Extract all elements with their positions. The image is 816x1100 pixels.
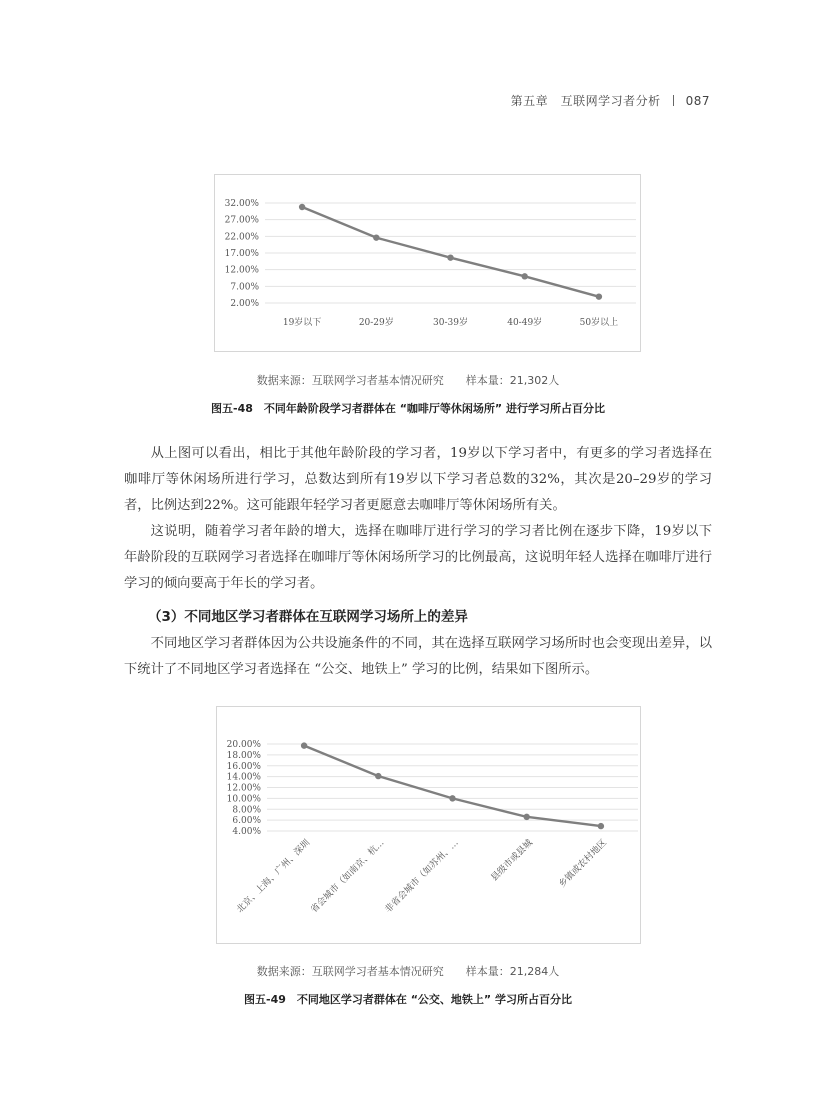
header-divider (673, 95, 674, 106)
x-tick-label: 40-49岁 (507, 318, 543, 328)
running-head (511, 92, 710, 109)
data-point (375, 773, 381, 779)
y-tick-label: 18.00% (226, 750, 261, 761)
region-line-chart (217, 707, 640, 943)
figure48-source-line (0, 372, 816, 388)
paragraph: 从上图可以看出，相比于其他年龄阶段的学习者，19岁以下学习者中，有更多的学习者选择在咖啡厅等休闲场所进行学习，总数达到所有19岁以下学习者总数的32%，其次是20–29岁的学习者，比例达到22%。这可能跟年轻学习者更愿意去咖啡厅等休闲场所有关。 (124, 446, 712, 513)
x-tick-label: 30-39岁 (433, 318, 468, 328)
series-line (304, 746, 601, 826)
figure49-source-line (0, 963, 816, 979)
series-line (302, 207, 599, 297)
y-tick-label: 12.00% (224, 265, 259, 276)
y-tick-label: 32.00% (224, 199, 259, 209)
data-point (447, 254, 453, 260)
y-tick-label: 20.00% (226, 740, 261, 750)
x-tick-label: 县级市或县城 (489, 838, 535, 884)
figure48-sample: 样本量：21,302人 (465, 374, 560, 387)
body-text-block-1 (124, 441, 712, 597)
y-tick-label: 8.00% (232, 805, 261, 816)
x-tick-label: 乡镇或农村地区 (557, 838, 610, 890)
age-line-chart (215, 175, 640, 351)
y-tick-label: 2.00% (230, 299, 259, 309)
x-tick-label: 非省会城市（如苏州、… (383, 838, 461, 916)
figure49-source: 数据来源：互联网学习者基本情况研究 (256, 965, 444, 978)
data-point (596, 293, 602, 299)
y-tick-label: 4.00% (232, 827, 261, 837)
figure49-caption: 图五-49 不同地区学习者群体在 “公交、地铁上” 学习所占百分比 (244, 993, 572, 1006)
y-tick-label: 16.00% (226, 761, 261, 772)
data-point (449, 795, 455, 801)
figure49-sample: 样本量：21,284人 (465, 965, 560, 978)
age-chart (214, 174, 641, 352)
x-tick-label: 北京、上海、广州、深圳 (235, 838, 313, 916)
data-point (373, 234, 379, 240)
figure48-source: 数据来源：互联网学习者基本情况研究 (256, 374, 444, 387)
data-point (299, 204, 305, 210)
x-tick-label: 50岁以上 (579, 318, 619, 328)
data-point (524, 814, 530, 820)
x-tick-label: 20-29岁 (358, 318, 394, 328)
y-tick-label: 14.00% (226, 772, 261, 783)
x-tick-label: 19岁以下 (282, 318, 322, 328)
page-number: 087 (685, 94, 710, 108)
y-tick-label: 10.00% (226, 794, 261, 805)
paragraph: 这说明，随着学习者年龄的增大，选择在咖啡厅进行学习的学习者比例在逐步下降，19岁以下年龄阶段的互联网学习者选择在咖啡厅等休闲场所学习的比例最高，这说明年轻人选择在咖啡厅进行学习的倾向要高于年长的学习者。 (124, 524, 712, 591)
y-tick-label: 22.00% (224, 232, 259, 243)
x-tick-label: 省会城市（如南京、杭… (309, 838, 387, 916)
y-tick-label: 7.00% (230, 282, 259, 293)
data-point (598, 823, 604, 829)
data-point (301, 742, 307, 748)
body-text-block-2 (124, 631, 712, 683)
region-chart (216, 706, 641, 944)
y-tick-label: 27.00% (224, 215, 259, 226)
y-tick-label: 12.00% (226, 783, 261, 794)
data-point (522, 273, 528, 279)
section-heading: （3）不同地区学习者群体在互联网学习场所上的差异 (148, 609, 468, 625)
y-tick-label: 17.00% (224, 249, 259, 259)
chapter-title: 第五章 互联网学习者分析 (510, 94, 661, 108)
y-tick-label: 6.00% (232, 816, 261, 827)
figure48-caption: 图五-48 不同年龄阶段学习者群体在 “咖啡厅等休闲场所” 进行学习所占百分比 (211, 402, 605, 415)
paragraph: 不同地区学习者群体因为公共设施条件的不同，其在选择互联网学习场所时也会变现出差异，以下统计了不同地区学习者选择在 “公交、地铁上” 学习的比例，结果如下图所示。 (124, 636, 712, 677)
